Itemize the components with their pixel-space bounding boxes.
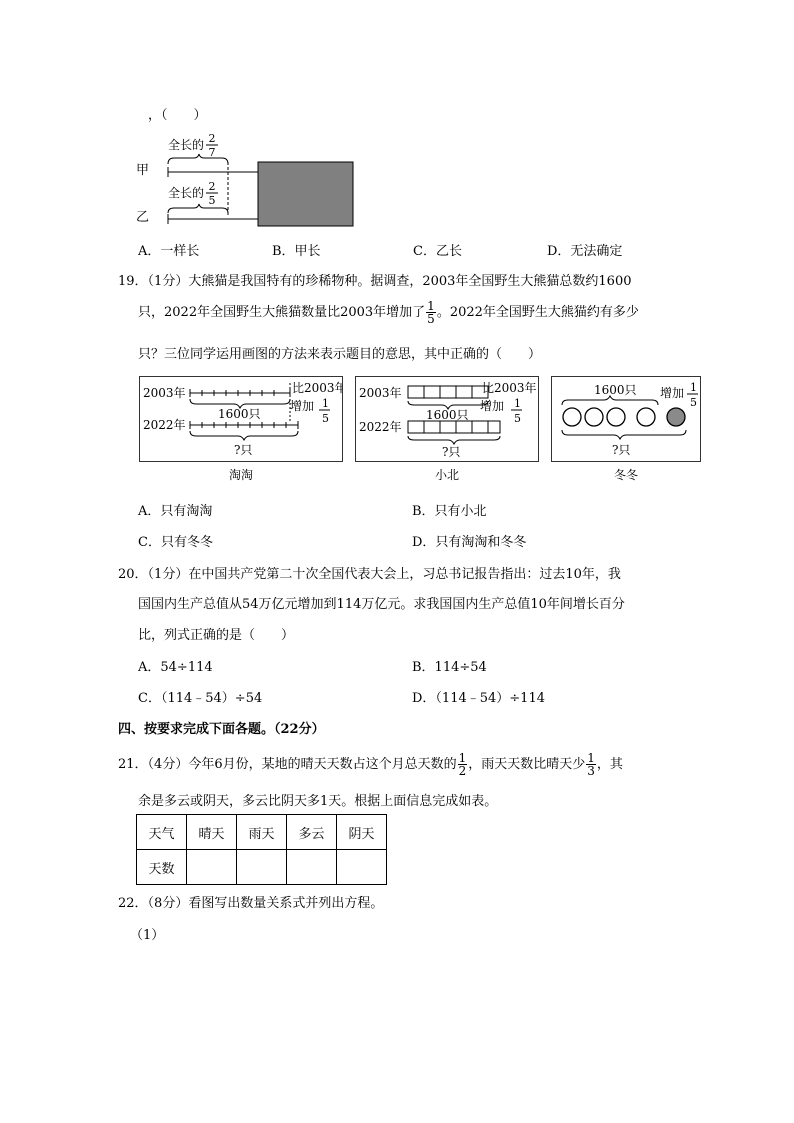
q19-fig3-box [551, 376, 701, 462]
svg-text:2003年: 2003年 [143, 386, 186, 400]
q19-fig2-caption: 小北 [434, 468, 459, 482]
q21-line1 [118, 752, 623, 777]
svg-text:1600只: 1600只 [426, 408, 469, 422]
q21-line1-a: 21．（4分）今年6月份，某地的晴天天数占这个月总天数的 [118, 757, 457, 772]
q19-line2-b: 。2022年全国野生大熊猫约有多少 [436, 305, 639, 320]
q18-fig-label-bottom: 全长的 [168, 186, 205, 200]
answer-cell-rainy[interactable] [237, 850, 287, 885]
table-header-cell: 雨天 [237, 815, 287, 850]
q19-fig3-grey-circle [667, 408, 685, 426]
svg-text:1: 1 [690, 381, 697, 394]
svg-text:增加: 增加 [660, 386, 685, 400]
section-4-title: 四、按要求完成下面各题。（22分） [118, 722, 325, 737]
svg-text:增加: 增加 [480, 399, 505, 413]
q18-fig-grey-block [258, 162, 353, 226]
q20-option-c[interactable]: C．（114﹣54）÷54 [138, 691, 263, 706]
svg-text:5: 5 [690, 396, 697, 409]
q21-line2: 余是多云或阴天，多云比阴天多1天。根据上面信息完成如表。 [138, 794, 498, 809]
q19-fig3-caption: 冬冬 [613, 468, 638, 482]
q21-line1-b: ，雨天天数比晴天少 [468, 757, 586, 772]
q19-fig3-circle-2 [585, 408, 603, 426]
table-header-cell: 晴天 [187, 815, 237, 850]
q20-option-a[interactable]: A．54÷114 [138, 660, 213, 675]
table-header-cell: 天气 [137, 815, 187, 850]
table-header-cell: 阴天 [337, 815, 387, 850]
q19-option-a[interactable]: A．只有淘淘 [138, 504, 213, 519]
q21-weather-table [136, 814, 387, 885]
q19-line3: 只？三位同学运用画图的方法来表示题目的意思，其中正确的（ ） [138, 347, 542, 362]
q18-option-c[interactable]: C．乙长 [413, 244, 462, 259]
answer-cell-overcast[interactable] [337, 850, 387, 885]
q18-figure [134, 126, 364, 228]
q18-fig-yi-label: 乙 [136, 210, 150, 225]
table-header-cell: 多云 [287, 815, 337, 850]
svg-text:1: 1 [322, 397, 329, 410]
q19-fig2-drawing [356, 377, 538, 461]
q19-fig3-drawing [552, 377, 700, 461]
svg-text:比2003年: 比2003年 [292, 381, 342, 395]
q19-fig3-circle-1 [563, 408, 581, 426]
q20-line2: 国国内生产总值从54万亿元增加到114万亿元。求我国国内生产总值10年间增长百分 [138, 597, 625, 612]
q18-stem-tail: ，（ ） [148, 108, 207, 123]
table-row-label: 天数 [137, 850, 187, 885]
q19-fig2-box [355, 376, 539, 462]
q21-line1-c: ，其 [596, 757, 623, 772]
q18-option-d[interactable]: D．无法确定 [547, 244, 623, 259]
q18-option-a[interactable]: A．一样长 [138, 244, 200, 259]
q19-line2 [138, 300, 639, 325]
q19-fig3-circle-4 [637, 408, 655, 426]
answer-cell-sunny[interactable] [187, 850, 237, 885]
q20-line1: 20．（1分）在中国共产党第二十次全国代表大会上，习总书记报告指出：过去10年，我 [118, 567, 621, 582]
svg-text:2022年: 2022年 [359, 420, 402, 434]
svg-text:1600只: 1600只 [594, 383, 637, 397]
q18-fig-frac2-den: 5 [208, 194, 216, 207]
q19-line1: 19．（1分）大熊猫是我国特有的珍稀物种。据调查，2003年全国野生大熊猫总数约1600 [118, 274, 632, 289]
q21-fraction-2: $\frac{1}{3}$ [587, 751, 595, 778]
q21-fraction-1: $\frac{1}{2}$ [458, 751, 467, 778]
table-row [137, 815, 387, 850]
q19-fraction: $\frac{1}{5}$ [427, 299, 435, 326]
svg-text:?只: ?只 [442, 445, 461, 459]
q18-fig-frac1-num: 2 [208, 132, 216, 145]
svg-text:5: 5 [322, 412, 329, 425]
answer-cell-cloudy[interactable] [287, 850, 337, 885]
q20-option-d[interactable]: D．（114﹣54）÷114 [412, 691, 545, 706]
svg-text:2022年: 2022年 [143, 418, 186, 432]
q18-fig-jia-label: 甲 [136, 163, 150, 178]
svg-text:增加: 增加 [290, 399, 315, 413]
q19-fig3-circle-3 [607, 408, 625, 426]
q19-option-b[interactable]: B．只有小北 [412, 504, 487, 519]
q22-sub1: （1） [130, 928, 165, 943]
q22-line1: 22．（8分）看图写出数量关系式并列出方程。 [118, 896, 384, 911]
svg-text:?只: ?只 [234, 443, 253, 457]
q19-option-c[interactable]: C．只有冬冬 [138, 535, 213, 550]
q19-fig1-caption: 淘淘 [228, 468, 253, 482]
q20-option-b[interactable]: B．114÷54 [412, 660, 487, 675]
q19-line2-a: 只，2022年全国野生大熊猫数量比2003年增加了 [138, 305, 426, 320]
svg-text:比2003年: 比2003年 [482, 381, 537, 395]
svg-text:?只: ?只 [612, 443, 631, 457]
q18-fig-label-top: 全长的 [168, 138, 205, 152]
q18-fig-frac1-den: 7 [208, 146, 216, 159]
svg-text:1600只: 1600只 [218, 407, 261, 421]
table-row [137, 850, 387, 885]
q19-option-d[interactable]: D．只有淘淘和冬冬 [412, 535, 527, 550]
q20-line3: 比，列式正确的是（ ） [138, 628, 295, 643]
q18-option-b[interactable]: B．甲长 [272, 244, 321, 259]
q19-fig1-box [139, 376, 343, 462]
svg-text:1: 1 [514, 397, 521, 410]
q19-fig1-drawing [140, 377, 342, 461]
q18-fig-frac2-num: 2 [208, 180, 216, 193]
svg-text:5: 5 [514, 412, 521, 425]
svg-text:2003年: 2003年 [359, 386, 402, 400]
